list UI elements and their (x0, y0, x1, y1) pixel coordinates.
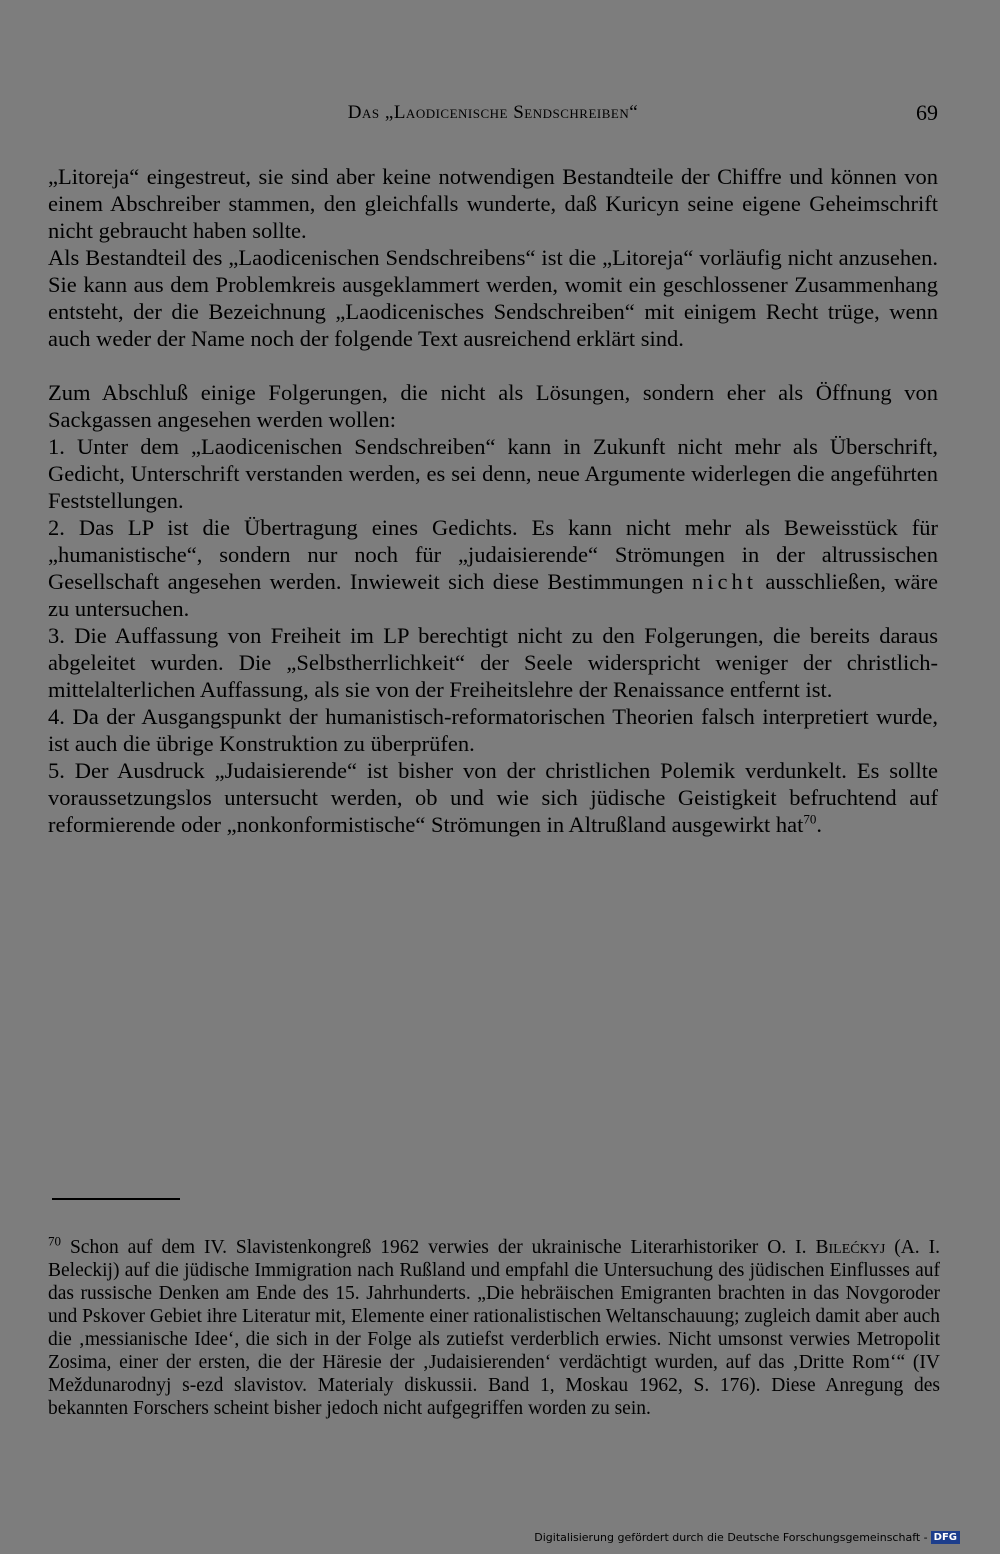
list-item-3: 3. Die Auffassung von Freiheit im LP berechtigt nicht zu den Folgerungen, die bereits daraus abgeleitet wurden. Die „Selbstherrlichkeit“ der Seele widerspricht weniger der christlich-mittelalterlichen Auffassung, als sie von der Freiheitslehre der Renaissance entfernt ist. (48, 623, 938, 702)
paragraph-1: „Litoreja“ eingestreut, sie sind aber keine notwendigen Bestandteile der Chiffre und können von einem Abschreiber stammen, den gleichfalls wunderte, daß Kuricyn seine eigene Geheimschrift nicht gebraucht haben sollte. (48, 164, 938, 243)
footnote-ref-70[interactable]: 70 (803, 811, 817, 827)
emphasis-nicht: nicht (691, 569, 757, 594)
paragraph-3: Zum Abschluß einige Folgerungen, die nicht als Lösungen, sondern eher als Öffnung von Sackgassen angesehen werden wollen: (48, 380, 938, 432)
list-item-5-end: . (816, 812, 823, 837)
footnote-70 (48, 1233, 940, 1420)
list-item-2-text-b: ausschließen, wäre zu untersuchen. (48, 569, 939, 621)
list-item-2-text-a: 2. Das LP ist die Übertragung eines Gedichts. Es kann nicht mehr als Beweisstück für „humanistische“, sondern nur noch für „judaisierende“ Strömungen in der altrussischen Gesellschaft angesehen werden. Inwieweit sich diese Bestimmungen (48, 515, 938, 594)
list-item-5-text: 5. Der Ausdruck „Judaisierende“ ist bisher von der christlichen Polemik verdunkelt. Es sollte voraussetzungslos untersucht werden, ob und wie sich jüdische Geistigkeit befruchtend auf reformierende oder „nonkonformistische“ Strömungen in Altrußland ausgewirkt hat (48, 758, 938, 837)
footnote-divider (52, 1198, 180, 1200)
dfg-logo: DFG (931, 1531, 960, 1544)
imprint-text: Digitalisierung gefördert durch die Deutsche Forschungsgemeinschaft - (534, 1530, 928, 1544)
footnote-text-a: Schon auf dem IV. Slavistenkongreß 1962 verwies der ukrainische Literarhistoriker O. I. (69, 1237, 807, 1258)
list-item-1: 1. Unter dem „Laodicenischen Sendschreiben“ kann in Zukunft nicht mehr als Überschrift, Gedicht, Unterschrift verstanden werden, es sei denn, neue Argumente widerlegen die angeführten Feststellungen. (48, 434, 938, 513)
list-item-4: 4. Da der Ausgangspunkt der humanistisch-reformatorischen Theorien falsch interpretiert wurde, ist auch die übrige Konstruktion zu überprüfen. (48, 704, 938, 756)
main-text (48, 163, 938, 838)
list-item-5 (48, 757, 938, 838)
footnotes (48, 1233, 940, 1420)
running-head (48, 102, 938, 136)
list-item-2 (48, 514, 938, 622)
digitization-imprint (534, 1531, 960, 1545)
running-title: Das „Laodicenische Sendschreiben“ (347, 102, 639, 123)
footnote-number: 70 (48, 1233, 61, 1249)
paragraph-2: Als Bestandteil des „Laodicenischen Sendschreibens“ ist die „Litoreja“ vorläufig nicht anzusehen. Sie kann aus dem Problemkreis ausgeklammert werden, womit ein geschlossener Zusammenhang entsteht, der die Bezeichnung „Laodicenisches Sendschreiben“ mit einigem Recht trüge, wenn auch weder der Name noch der folgende Text ausreichend erklärt sind. (48, 245, 938, 351)
footnote-text-b: (A. I. Beleckij) auf die jüdische Immigration nach Rußland und empfahl die Untersuchung des jüdischen Einflusses auf das russische Denken am Ende des 15. Jahrhunderts. „Die hebräischen Emigranten brachten in das Novgoroder und Pskover Gebiet ihre Literatur mit, Elemente einer rationalistischen Weltanschauung; zugleich damit aber auch die ‚messianische Idee‘, die sich in der Folge als zutiefst verderblich erwies. Nicht umsonst verwies Metropolit Zosima, einer der ersten, die der Häresie der ‚Judaisierenden‘ verdächtigt wurden, auf das ‚Dritte Rom‘“ (IV Meždunarodnyj s-ezd slavistov. Materialy diskussii. Band 1, Moskau 1962, S. 176). Diese Anregung des bekannten Forschers scheint bisher jedoch nicht aufgegriffen worden zu sein. (48, 1237, 940, 1419)
footnote-author: Bilećkyj (815, 1237, 886, 1258)
page-number: 69 (916, 100, 938, 125)
paragraph-gap (48, 352, 938, 379)
